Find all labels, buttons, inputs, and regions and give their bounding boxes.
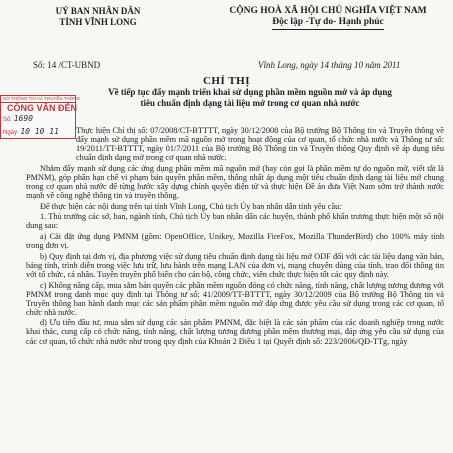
- national-heading: [210, 6, 446, 30]
- national-motto: Độc lập -Tự do- Hạnh phúc: [272, 17, 384, 30]
- paragraph-item-1a: a) Cài đặt ứng dụng PMNM (gồm: OpenOffice, Unikey, Mozilla FireFox, Mozilla ThunderBird) cho 100% máy tính trong đơn vị.: [26, 232, 444, 251]
- stamp-number-row: [1, 113, 75, 126]
- paragraph-item-1c: c) Không nâng cấp, mua sắm bản quyền các phần mềm nguồn đóng có chức năng, tính năng, chất lượng tương đương với PMNM trong danh mục quy định tại Thông tư số: 41/2009/TT-BTTTT, ngày 30/12/2009 của Bộ trưởng Bộ Thông tin và Truyền thông ban hành danh mục các sản phẩm phần mềm nguồn mở đáp ứng được yêu cầu sử dụng trong các cơ quan, tổ chức nhà nước.: [26, 280, 444, 317]
- paragraph-request: Để thực hiện các nội dung trên tại tỉnh Vĩnh Long, Chủ tịch Ủy ban nhân dân tỉnh yêu cầu:: [40, 201, 342, 211]
- stamp-date-value: 10 10 11: [20, 127, 59, 136]
- document-number: Số: 14 /CT-UBND: [33, 60, 101, 70]
- stamp-number-label: Số:: [3, 117, 13, 123]
- document-subject: Về tiếp tục đẩy mạnh triển khai sử dụng phần mềm nguồn mở và áp dụng tiêu chuẩn định dạng tài liệu mở trong cơ quan nhà nước: [108, 87, 392, 108]
- stamp-date-label: Ngày:: [3, 130, 19, 136]
- national-name: CỘNG HOÀ XÃ HỘI CHỦ NGHĨA VIỆT NAM: [229, 6, 427, 16]
- stamp-number-value: 1690: [13, 114, 33, 123]
- paragraph-basis: Thực hiện Chỉ thị số: 07/2008/CT-BTTTT, ngày 30/12/2008 của Bộ trưởng Bộ Thông tin và Truyền thông về đẩy mạnh sử dụng phần mềm mã nguồn mở trong hoạt động của cơ quan, tổ chức nhà nước và Thông tư số: 19/2011/TT-BTTTT, ngày 01/7/2011 của Bộ trưởng Bộ Thông tin và Truyền thông Quy định về áp dụng tiêu chuẩn định dạng mở trong cơ quan nhà nước.: [76, 126, 444, 163]
- document-dateline: Vĩnh Long, ngày 14 tháng 10 năm 2011: [258, 60, 401, 70]
- issuer-block: [28, 6, 168, 28]
- document-title: CHỈ THỊ: [202, 75, 250, 87]
- document-body: [26, 126, 444, 347]
- paragraph-purpose: Nhằm đẩy mạnh sử dụng các ứng dụng phần mềm mã nguồn mở (hay còn gọi là phần mềm tự do nguồn mở, viết tắt là PMNM), góp phần hạn chế vi phạm bản quyền phần mềm, thống nhất áp dụng một tiêu chuẩn định dạng tài liệu mở chung trong cơ quan nhà nước để từng bước xây dựng chính quyền điện tử và thực hiện Đề án đưa Việt Nam sớm trở thành nước mạnh về công nghệ thông tin và truyền thông.: [26, 163, 444, 201]
- paragraph-item-1: 1. Thủ trưởng các sở, ban, ngành tỉnh, Chủ tịch Ủy ban nhân dân các huyện, thành phố khẩn trương thực hiện một số nội dung sau:: [26, 212, 444, 231]
- paragraph-item-1d: d) Ưu tiên đầu tư, mua sắm sử dụng các sản phẩm PMNM, đặc biệt là các sản phẩm của các doanh nghiệp trong nước khai thác, cung cấp có chức năng, tính năng, chất lượng tương đương phần mềm thương mại, đáp ứng yêu cầu sử dụng của các cơ quan, tổ chức nhà nước như trong quy định của Khoản 2 Điều 1 tại Quyết định số: 223/2006/QĐ-TTg, ngày: [26, 318, 444, 346]
- stamp-title: CÔNG VĂN ĐẾN: [7, 103, 78, 113]
- stamp-org: SỞ THÔNG TIN VÀ TRUYỀN THÔNG: [3, 96, 81, 101]
- issuer-line-2: TỈNH VĨNH LONG: [59, 17, 137, 27]
- issuer-line-1: UỶ BAN NHÂN DÂN: [55, 6, 141, 16]
- paragraph-item-1b: b) Quy định tại đơn vị, địa phương việc sử dụng tiêu chuẩn định dạng tài liệu mở ODF đối với các tài liệu dạng văn bản, bảng tính, trình diễn trong việc lưu trữ, lưu hành trên mạng LAN của đơn vị, mạng chuyên dùng của tỉnh, trao đổi thông tin với tổ chức, cá nhân. Tuyên truyền phổ biến cho cán bộ, công chức, viên chức thực hiện tốt các quy định này.: [26, 251, 444, 279]
